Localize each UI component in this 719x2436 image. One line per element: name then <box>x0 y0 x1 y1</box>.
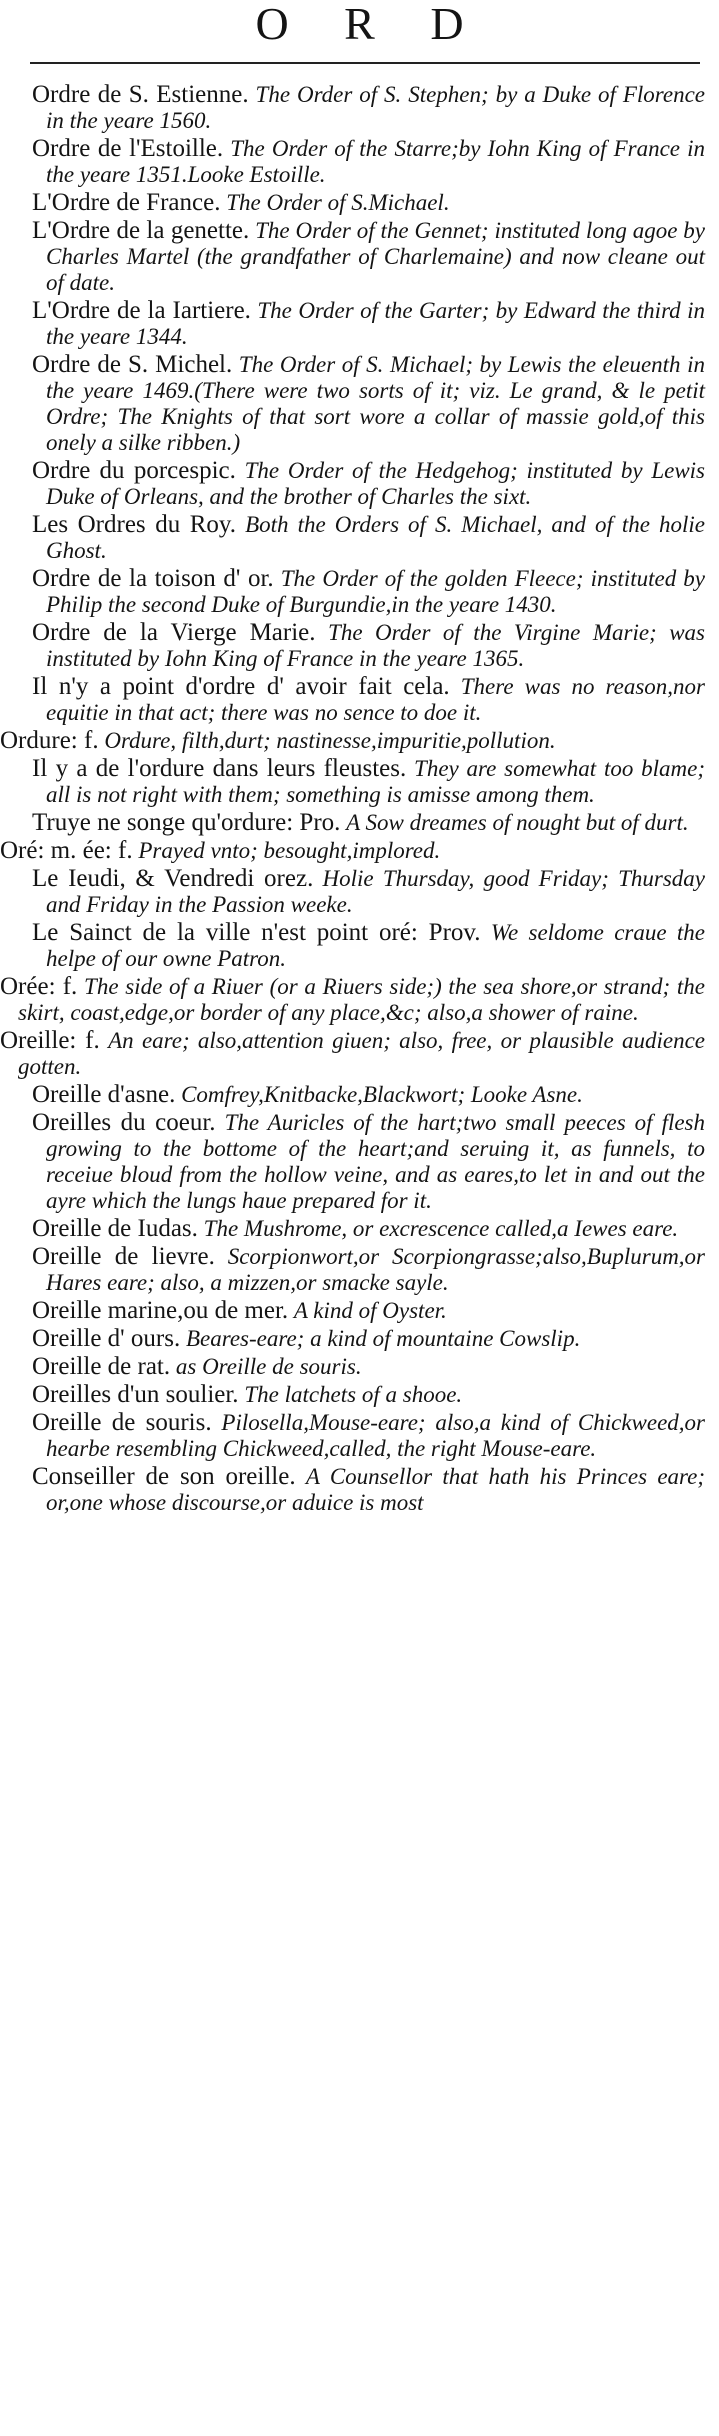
entry-headword: Oreille de souris. <box>32 1409 212 1436</box>
dictionary-entry <box>0 1298 719 1324</box>
dictionary-entry <box>0 82 719 134</box>
dictionary-entry <box>0 1028 719 1080</box>
entry-headword: Ordre du porcespic. <box>32 457 236 484</box>
entry-gloss: An eare; also,attention giuen; also, free, or plausible audience gotten. <box>18 1028 705 1079</box>
entry-gloss: The Order of the Virgine Marie; was instituted by Iohn King of France in the yeare 1365. <box>46 620 705 671</box>
dictionary-entry <box>0 674 719 726</box>
entry-headword: Le Ieudi, & Vendredi orez. <box>32 865 314 892</box>
dictionary-entry <box>0 1110 719 1214</box>
entry-headword: Les Ordres du Roy. <box>32 511 237 538</box>
entry-gloss: Holie Thursday, good Friday; Thursday and Friday in the Passion weeke. <box>46 866 706 917</box>
dictionary-entry <box>0 298 719 350</box>
entry-gloss: The Mushrome, or excrescence called,a Iewes eare. <box>203 1216 679 1241</box>
entry-headword: Orée: f. <box>0 973 78 1000</box>
dictionary-entry <box>0 136 719 188</box>
entry-gloss: They are somewhat too blame; all is not right with them; something is amisse among them. <box>46 756 705 807</box>
entry-headword: L'Ordre de la Iartiere. <box>32 297 251 324</box>
dictionary-entry <box>0 974 719 1026</box>
entry-headword: L'Ordre de la genette. <box>32 217 250 244</box>
page-header: O R D <box>255 0 486 49</box>
entry-gloss: A kind of Oyster. <box>293 1298 447 1323</box>
entry-headword: Oreilles du coeur. <box>32 1109 216 1136</box>
entry-gloss: Pilosella,Mouse-eare; also,a kind of Chickweed,or hearbe resembling Chickweed,called, the right Mouse-eare. <box>46 1410 706 1461</box>
dictionary-entry <box>0 1354 719 1380</box>
entry-headword: Il n'y a point d'ordre d' avoir fait cela. <box>32 673 450 700</box>
entry-gloss: The Order of S.Michael. <box>226 190 450 215</box>
dictionary-entry <box>0 866 719 918</box>
entry-headword: Ordre de la Vierge Marie. <box>32 619 316 646</box>
entry-headword: Oreille: f. <box>0 1027 100 1054</box>
entry-gloss: The side of a Riuer (or a Riuers side;) the sea shore,or strand; the skirt, coast,edge,or border of any place,&c; also,a shower of raine. <box>18 974 706 1025</box>
entry-headword: Conseiller de son oreille. <box>32 1463 296 1490</box>
dictionary-entry <box>0 1382 719 1408</box>
entry-headword: Ordre de la toison d' or. <box>32 565 274 592</box>
entry-gloss: Comfrey,Knitbacke,Blackwort; Looke Asne. <box>181 1082 583 1107</box>
entry-gloss: Beares-eare; a kind of mountaine Cowslip. <box>185 1326 581 1351</box>
entry-headword: Ordre de l'Estoille. <box>32 135 224 162</box>
entry-headword: Il y a de l'ordure dans leurs fleustes. <box>32 755 407 782</box>
entry-gloss: The Order of the Garter; by Edward the third in the yeare 1344. <box>46 298 705 349</box>
entry-gloss: The Auricles of the hart;two small peeces of flesh growing to the bottome of the heart;and seruing it, as funnels, to receiue bloud from the hollow veine, and as eares,to let in and out the ayre which the lungs haue prepared for it. <box>46 1110 706 1213</box>
dictionary-entry <box>0 1244 719 1296</box>
entry-headword: Ordre de S. Estienne. <box>32 81 249 108</box>
entry-headword: L'Ordre de France. <box>32 189 221 216</box>
entry-headword: Truye ne songe qu'ordure: Pro. <box>32 809 341 836</box>
entry-gloss: There was no reason,nor equitie in that act; there was no sence to doe it. <box>46 674 705 725</box>
entry-headword: Oreille de rat. <box>32 1353 171 1380</box>
dictionary-entry <box>0 1216 719 1242</box>
entry-gloss: as Oreille de souris. <box>175 1354 362 1379</box>
dictionary-entry <box>0 566 719 618</box>
entry-headword: Oreille marine,ou de mer. <box>32 1297 289 1324</box>
entry-gloss: We seldome craue the helpe of our owne Patron. <box>46 920 706 971</box>
dictionary-entry <box>0 810 719 836</box>
entry-gloss: A Sow dreames of nought but of durt. <box>346 810 689 835</box>
entry-gloss: The Order of the golden Fleece; instituted by Philip the second Duke of Burgundie,in the yeare 1430. <box>46 566 705 617</box>
entry-gloss: A Counsellor that hath his Princes eare; or,one whose discourse,or aduice is most <box>46 1464 706 1515</box>
dictionary-entry <box>0 728 719 754</box>
entry-gloss: The Order of S. Michael; by Lewis the eleuenth in the yeare 1469.(There were two sorts of it; viz. Le grand, & le petit Ordre; The Knights of that sort wore a collar of massie gold,of this onely a silke ribben.) <box>46 352 705 455</box>
entry-gloss: The latchets of a shooe. <box>244 1382 463 1407</box>
entry-headword: Oré: m. ée: f. <box>0 837 133 864</box>
entry-gloss: The Order of the Gennet; instituted long agoe by Charles Martel (the grandfather of Charlemaine) and now cleane out of date. <box>46 218 705 295</box>
entry-gloss: The Order of S. Stephen; by a Duke of Florence in the yeare 1560. <box>46 82 706 133</box>
entry-gloss: The Order of the Hedgehog; instituted by Lewis Duke of Orleans, and the brother of Charles the sixt. <box>46 458 706 509</box>
dictionary-entry <box>0 218 719 296</box>
entry-headword: Oreille d' ours. <box>32 1325 181 1352</box>
entry-gloss: The Order of the Starre;by Iohn King of France in the yeare 1351.Looke Estoille. <box>46 136 705 187</box>
entry-headword: Ordre de S. Michel. <box>32 351 233 378</box>
entry-list <box>0 82 719 1518</box>
entry-headword: Oreilles d'un soulier. <box>32 1381 239 1408</box>
dictionary-entry <box>0 352 719 456</box>
dictionary-entry <box>0 512 719 564</box>
entry-headword: Le Sainct de la ville n'est point oré: Prov. <box>32 919 481 946</box>
entry-headword: Ordure: f. <box>0 727 99 754</box>
dictionary-entry <box>0 920 719 972</box>
entry-gloss: Both the Orders of S. Michael, and of the holie Ghost. <box>46 512 705 563</box>
dictionary-entry <box>0 838 719 864</box>
dictionary-entry <box>0 1410 719 1462</box>
dictionary-entry <box>0 620 719 672</box>
entry-gloss: Ordure, filth,durt; nastinesse,impuritie,pollution. <box>104 728 556 753</box>
entry-gloss: Prayed vnto; besought,implored. <box>138 838 441 863</box>
header-rule <box>30 62 700 64</box>
entry-headword: Oreille de Iudas. <box>32 1215 198 1242</box>
dictionary-entry <box>0 1082 719 1108</box>
dictionary-entry <box>0 1464 719 1516</box>
dictionary-entry <box>0 1326 719 1352</box>
dictionary-entry <box>0 190 719 216</box>
dictionary-entry <box>0 756 719 808</box>
entry-headword: Oreille d'asne. <box>32 1081 176 1108</box>
entry-gloss: Scorpionwort,or Scorpiongrasse;also,Buplurum,or Hares eare; also, a mizzen,or smacke sayle. <box>46 1244 706 1295</box>
entry-headword: Oreille de lievre. <box>32 1243 215 1270</box>
dictionary-entry <box>0 458 719 510</box>
